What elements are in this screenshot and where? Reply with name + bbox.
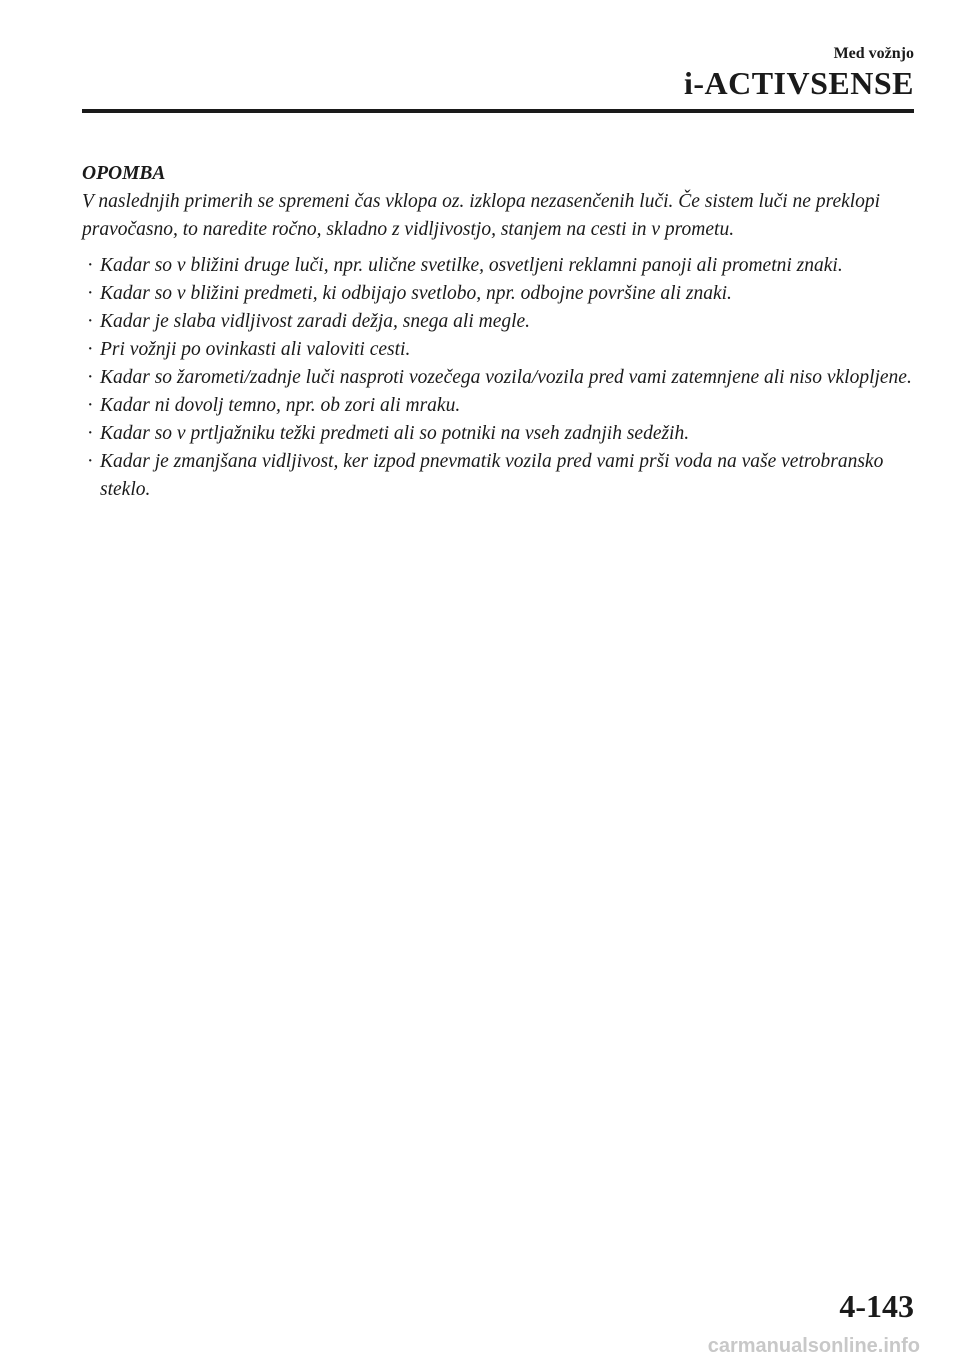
page-header bbox=[684, 44, 914, 100]
list-item bbox=[82, 308, 912, 336]
note-intro: V naslednjih primerih se spremeni čas vklopa oz. izklopa nezasenčenih luči. Če sistem luči ne preklopi pravočasno, to naredite ročno, skladno z vidljivostjo, stanjem na cesti in v prometu. bbox=[82, 191, 881, 240]
list-item-text: Kadar so v prtljažniku težki predmeti ali so potniki na vseh zadnjih sedežih. bbox=[100, 423, 690, 444]
bullet-icon: · bbox=[87, 283, 94, 304]
bullet-icon: · bbox=[87, 367, 94, 388]
list-item bbox=[82, 280, 912, 308]
list-item bbox=[82, 364, 912, 392]
list-item-text: Kadar ni dovolj temno, npr. ob zori ali mraku. bbox=[100, 395, 461, 416]
bullet-icon: · bbox=[87, 423, 94, 444]
list-item bbox=[82, 392, 912, 420]
bullet-icon: · bbox=[87, 395, 94, 416]
list-item bbox=[82, 336, 912, 364]
list-item-text: Kadar so v bližini druge luči, npr. ulične svetilke, osvetljeni reklamni panoji ali prometni znaki. bbox=[100, 255, 843, 276]
list-item bbox=[82, 252, 912, 280]
note-block bbox=[82, 160, 912, 504]
header-divider bbox=[82, 109, 914, 113]
list-item-text: Kadar so žarometi/zadnje luči nasproti vozečega vozila/vozila pred vami zatemnjene ali niso vklopljene. bbox=[100, 367, 912, 388]
list-item-text: Kadar je zmanjšana vidljivost, ker izpod pnevmatik vozila pred vami prši voda na vaše vetrobransko steklo. bbox=[100, 451, 884, 500]
list-item bbox=[82, 448, 912, 504]
bullet-list bbox=[82, 252, 912, 504]
section-label: Med vožnjo bbox=[833, 45, 914, 62]
list-item-text: Pri vožnji po ovinkasti ali valoviti cesti. bbox=[100, 339, 411, 360]
list-item bbox=[82, 420, 912, 448]
list-item-text: Kadar je slaba vidljivost zaradi dežja, snega ali megle. bbox=[100, 311, 531, 332]
bullet-icon: · bbox=[87, 311, 94, 332]
chapter-title: i-ACTIVSENSE bbox=[683, 65, 914, 101]
bullet-icon: · bbox=[87, 339, 94, 360]
page-number: 4-143 bbox=[839, 1288, 914, 1324]
bullet-icon: · bbox=[87, 451, 94, 472]
watermark: carmanualsonline.info bbox=[707, 1335, 920, 1357]
bullet-icon: · bbox=[87, 255, 94, 276]
note-heading: OPOMBA bbox=[82, 163, 166, 184]
list-item-text: Kadar so v bližini predmeti, ki odbijajo svetlobo, npr. odbojne površine ali znaki. bbox=[100, 283, 732, 304]
